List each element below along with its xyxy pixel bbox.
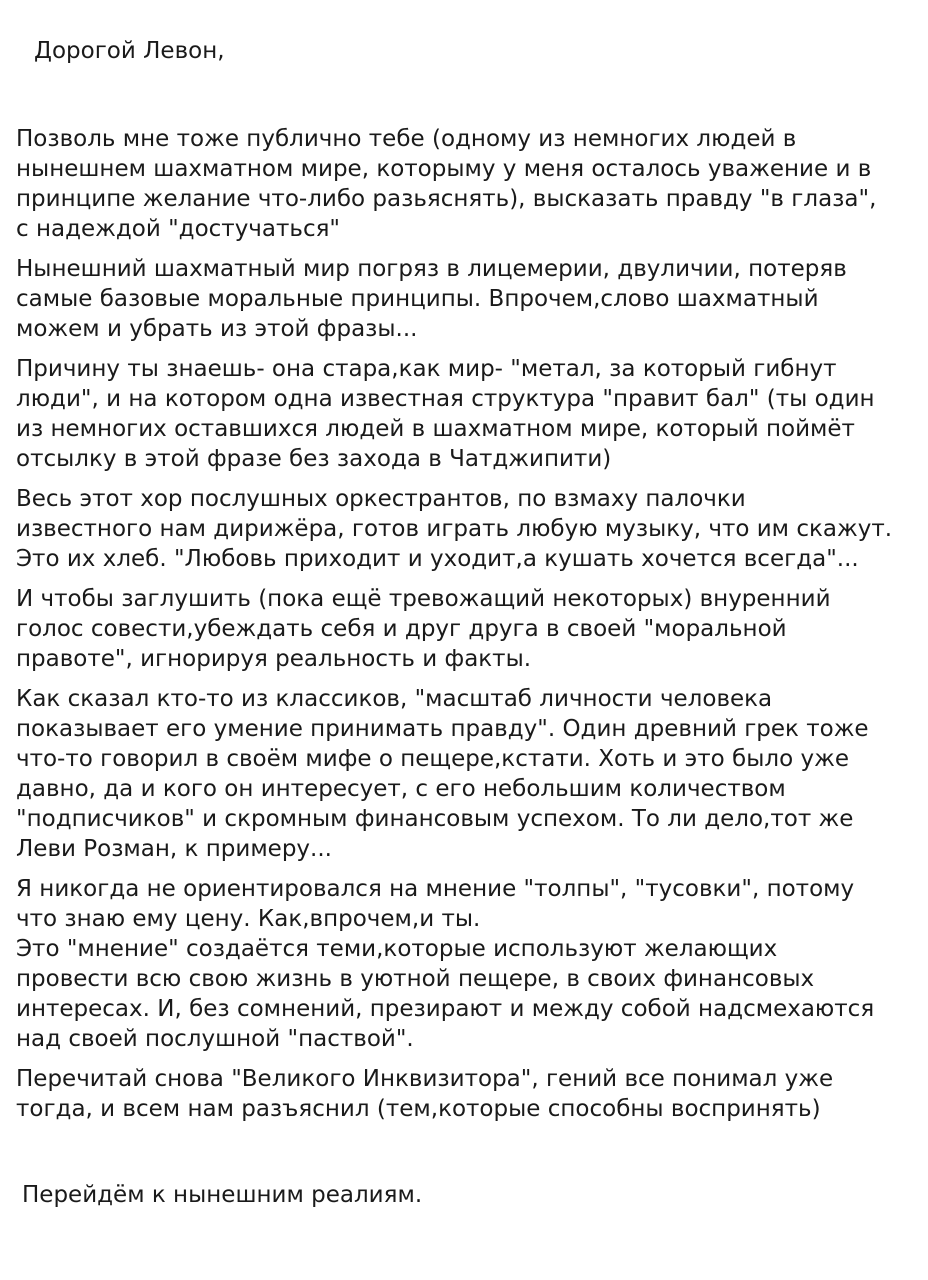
- letter-paragraph-4: Весь этот хор послушных оркестрантов, по взмаху палочки известного нам дирижёра, готов играть любую музыку, что им скажут. Это их хлеб. "Любовь приходит и уходит,а кушать хочется всегда"...: [16, 486, 893, 572]
- letter-paragraph-6: Как сказал кто-то из классиков, "масштаб личности человека показывает его умение принимать правду". Один древний грек тоже что-то говорил в своём мифе о пещере,кстати. Хоть и это было уже давно, да и кого он интересует, с его небольшим количеством "подписчиков" и скромным финансовым успехом. То ли дело,тот же Леви Розман, к примеру...: [16, 686, 869, 862]
- letter-paragraph-1: Позволь мне тоже публично тебе (одному из немногих людей в нынешнем шахматном мире, которыму у меня осталось уважение и в принципе желание что-либо разьяснять), высказать правду "в глаза", с надеждой "достучаться": [16, 126, 877, 242]
- letter-paragraph-5: И чтобы заглушить (пока ещё тревожащий некоторых) внуренний голос совести,убеждать себя и друг друга в своей "моральной правоте", игнорируя реальность и факты.: [16, 586, 831, 672]
- letter-paragraph-8: Перечитай снова "Великого Инквизитора", гений все понимал уже тогда, и всем нам разъяснил (тем,которые способны воспринять): [16, 1066, 834, 1122]
- letter-closing: Перейдём к нынешним реалиям.: [22, 1182, 423, 1208]
- letter-paragraph-7: Я никогда не ориентировался на мнение "толпы", "тусовки", потому что знаю ему цену. Как,впрочем,и ты. Это "мнение" создаётся теми,которые используют желающих провести всю свою жизнь в уютной пещере, в своих финансовых интересах. И, без сомнений, презирают и между собой надсмехаются над своей послушной "паствой".: [16, 876, 875, 1052]
- letter-document: [16, 36, 921, 1210]
- letter-paragraph-3: Причину ты знаешь- она стара,как мир- "метал, за который гибнут люди", и на котором одна известная структура "правит бал" (ты один из немногих оставшихся людей в шахматном мире, который поймёт отсылку в этой фразе без захода в Чатджипити): [16, 356, 875, 472]
- letter-greeting: Дорогой Левон,: [34, 38, 225, 64]
- letter-paragraph-2: Нынешний шахматный мир погряз в лицемерии, двуличии, потеряв самые базовые моральные принципы. Впрочем,слово шахматный можем и убрать из этой фразы...: [16, 256, 847, 342]
